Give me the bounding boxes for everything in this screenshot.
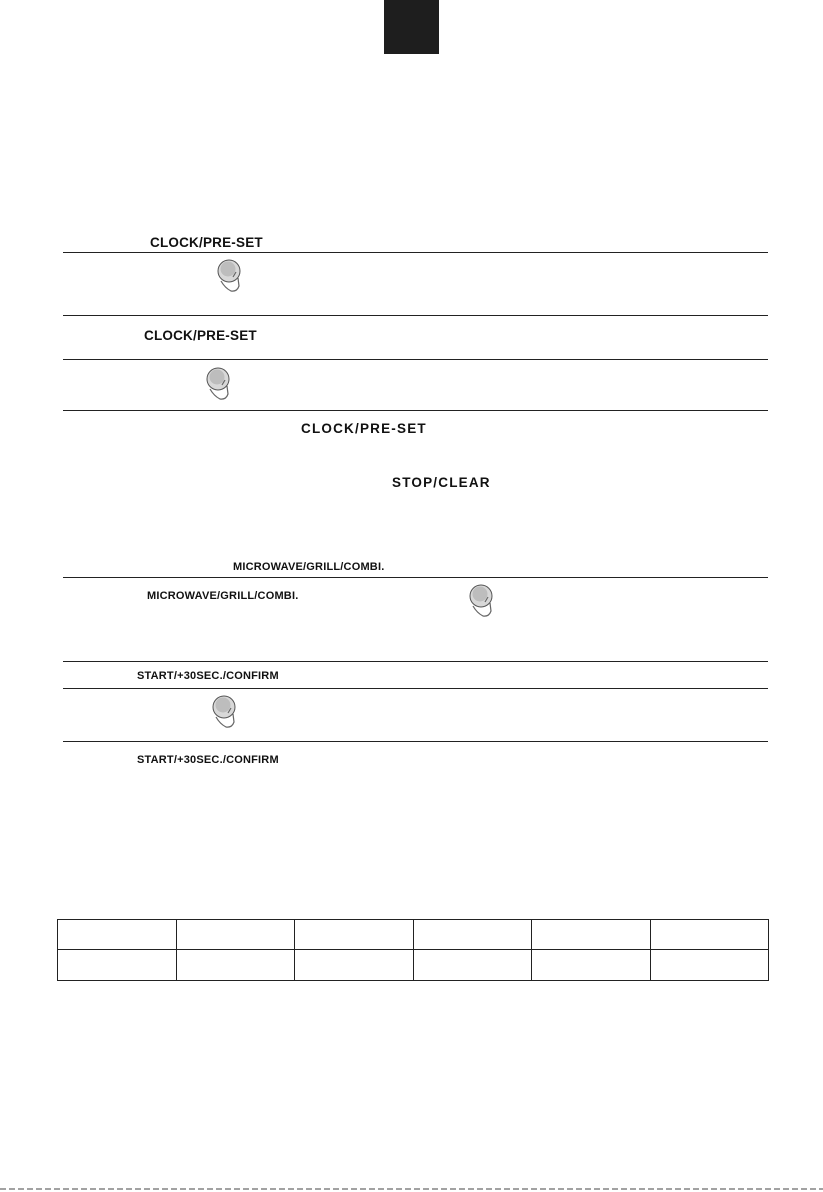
divider [63,741,768,742]
start-confirm-label: START/+30SEC./CONFIRM [137,754,279,766]
table-cell [413,920,532,950]
clock-preset-label: CLOCK/PRE-SET [301,421,427,436]
table-row [58,920,769,950]
table-cell [413,950,532,981]
mode-label: MICROWAVE/GRILL/COMBI. [233,561,385,573]
start-confirm-label: START/+30SEC./CONFIRM [137,670,279,682]
rotary-knob-icon [215,258,245,294]
table-cell [58,920,177,950]
table-cell [532,920,651,950]
divider [63,252,768,253]
table-row [58,950,769,981]
chapter-tab-marker [384,0,439,54]
settings-table [57,919,769,981]
table-cell [532,950,651,981]
rotary-knob-icon [467,583,497,619]
clock-preset-label: CLOCK/PRE-SET [144,328,257,343]
table-cell [650,920,769,950]
divider [63,410,768,411]
divider [63,688,768,689]
divider [63,577,768,578]
divider [63,315,768,316]
table-cell [176,950,295,981]
table-cell [295,950,414,981]
divider [63,359,768,360]
table-cell [176,920,295,950]
divider [63,661,768,662]
table-cell [650,950,769,981]
table-cell [295,920,414,950]
stop-clear-label: STOP/CLEAR [392,475,491,490]
mode-label: MICROWAVE/GRILL/COMBI. [147,590,299,602]
rotary-knob-icon [204,366,234,402]
clock-preset-label: CLOCK/PRE-SET [150,235,263,250]
rotary-knob-icon [210,694,240,730]
table-cell [58,950,177,981]
page-bottom-rule [0,1188,823,1190]
